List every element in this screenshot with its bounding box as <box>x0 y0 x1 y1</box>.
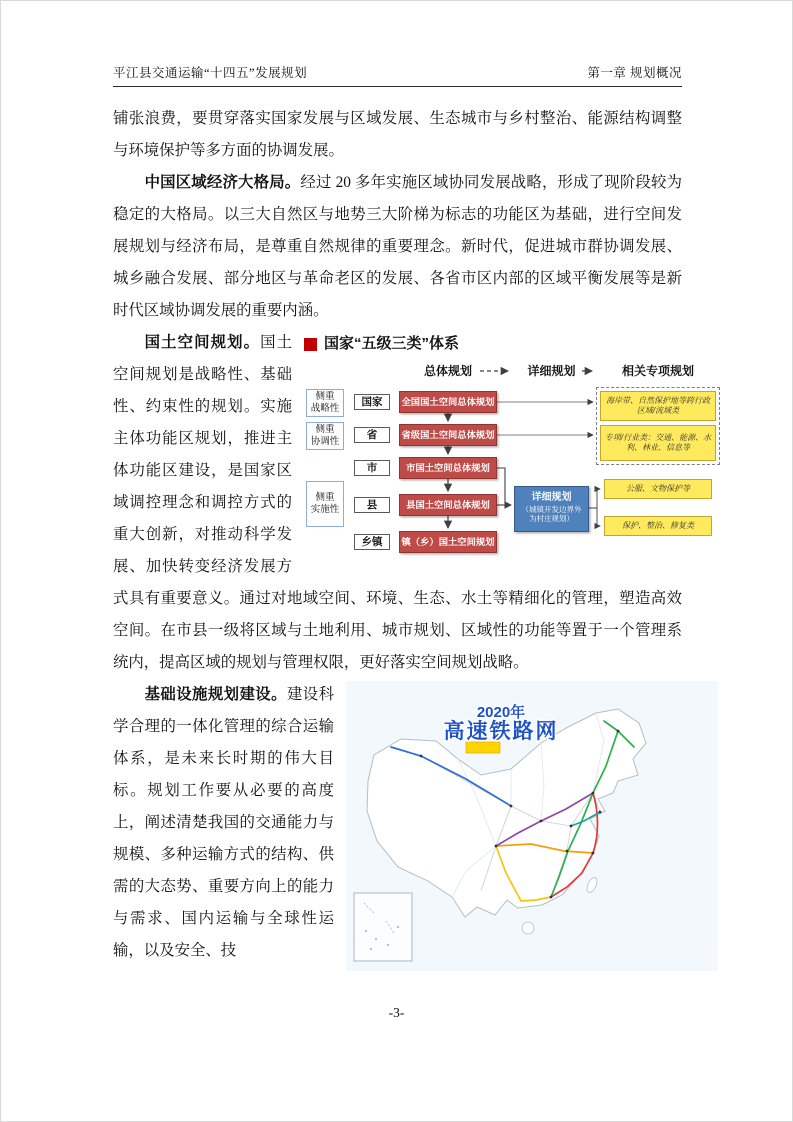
page-body <box>113 103 712 979</box>
red-square-bullet-icon <box>304 338 317 351</box>
side-label-line: 实施性 <box>310 504 340 515</box>
paragraph-regional-economy <box>113 167 682 327</box>
detailed-plan-box <box>514 486 589 532</box>
south-china-sea-inset <box>354 893 412 961</box>
overall-plan-box-city: 市国土空间总体规划 <box>399 457 497 479</box>
figure1-title: 国家“五级三类”体系 <box>324 335 460 352</box>
overall-plan-box-township: 镇（乡）国土空间规划 <box>399 531 497 553</box>
special-plan-box-public-service: 公服、文物保护等 <box>604 479 712 499</box>
side-label-line: 侧重 <box>315 391 335 402</box>
column-header-overall-plan: 总体规划 <box>423 364 472 378</box>
header-chapter: 第一章 规划概况 <box>587 66 682 80</box>
map-title-year: 2020年 <box>476 704 526 721</box>
detailed-plan-box-sub: （城镇开发边界外为村庄规划） <box>521 505 582 523</box>
level-box-province: 省 <box>354 427 390 443</box>
paragraph-lead: 基础设施规划建设。 <box>144 686 287 703</box>
side-label-coordination <box>306 422 344 450</box>
level-box-township: 乡镇 <box>354 534 390 550</box>
side-label-line: 侧重 <box>315 424 335 435</box>
paragraph-intro <box>113 103 682 167</box>
special-plan-box-coastal: 海岸带、自然保护地等跨行政区域/流域类 <box>600 391 716 421</box>
overall-plan-box-county: 县国土空间总体规划 <box>399 494 497 516</box>
column-header-special-plan: 相关专项规划 <box>621 364 694 378</box>
side-label-line: 战略性 <box>310 403 340 414</box>
page-number <box>1 1005 792 1021</box>
figure-2020-high-speed-rail-map <box>346 681 718 971</box>
figure1-title-row <box>304 333 724 355</box>
figure-five-level-three-type-system <box>304 333 724 565</box>
paragraph-text: 国土空间规划是战略性、基础性、约束性的规划。实施主体功能区规划，推进主体功能区建设，是国家区域调控理念和调控方式的重大创新，对推动科学发展、加快转变经济发展方式具有重要意义。通过对地域空间、环境、生态、水土等精细化的管理，塑造高效空间。在市县一级将区域与土地利用、城市规划、区域性的功能等置于一个管理系统内，提高区域的规划与管理权限，更好落实空间规划战略。 <box>113 334 682 671</box>
level-box-city: 市 <box>354 460 390 476</box>
side-label-line: 协调性 <box>310 436 340 447</box>
page-header <box>113 63 682 87</box>
paragraph-text: 建设科学合理的一体化管理的综合运输体系，是未来长时期的伟大目标。规划工作要从必要的高度上，阐述清楚我国的交通能力与规模、多种运输方式的结构、供需的大态势、重要方向上的能力与需求、国内运输与全球性运输，以及安全、技 <box>113 686 334 959</box>
paragraph-text: 经过 20 多年实施区域协同发展战略，形成了现阶段较为稳定的大格局。以三大自然区与地势三大阶梯为标志的功能区为基础，进行空间发展规划与经济布局，是尊重自然规律的重要理念。新时代，促进城市群协调发展、城乡融合发展、部分地区与革命老区的发展、各省市区内部的区域平衡发展等是新时代区域协调发展的重要内涵。 <box>113 174 682 319</box>
level-box-county: 县 <box>354 497 390 513</box>
paragraph-lead: 中国区域经济大格局。 <box>144 174 301 191</box>
column-header-detailed-plan: 详细规划 <box>527 364 576 378</box>
paragraph-text: 铺张浪费，要贯穿落实国家发展与区域发展、生态城市与乡村整治、能源结构调整与环境保护等多方面的协调发展。 <box>113 110 682 159</box>
paragraph-territorial-planning <box>113 327 712 679</box>
map-title-main: 高速铁路网 <box>443 720 559 743</box>
overall-plan-box-national: 全国国土空间总体规划 <box>399 391 497 413</box>
figure1-diagram <box>304 361 724 565</box>
side-label-strategic <box>306 389 344 417</box>
header-doc-title: 平江县交通运输“十四五”发展规划 <box>113 66 308 80</box>
side-label-line: 侧重 <box>315 492 335 503</box>
special-plan-box-industry: 专项/行业类：交通、能源、水利、林业、信息等 <box>600 425 716 461</box>
level-box-national: 国家 <box>354 394 390 410</box>
hainan-island <box>522 922 534 934</box>
special-plan-box-protection: 保护、整治、修复类 <box>604 516 712 536</box>
paragraph-lead: 国土空间规划。 <box>144 334 261 351</box>
page-number-text: -3- <box>388 1005 405 1020</box>
paragraph-infrastructure <box>113 679 682 967</box>
detailed-plan-box-title: 详细规划 <box>531 492 572 503</box>
china-rail-map <box>346 681 718 971</box>
overall-plan-box-province: 省级国土空间总体规划 <box>399 424 497 446</box>
map-title-yellow-tag <box>466 742 500 753</box>
side-label-implementation <box>306 481 344 527</box>
